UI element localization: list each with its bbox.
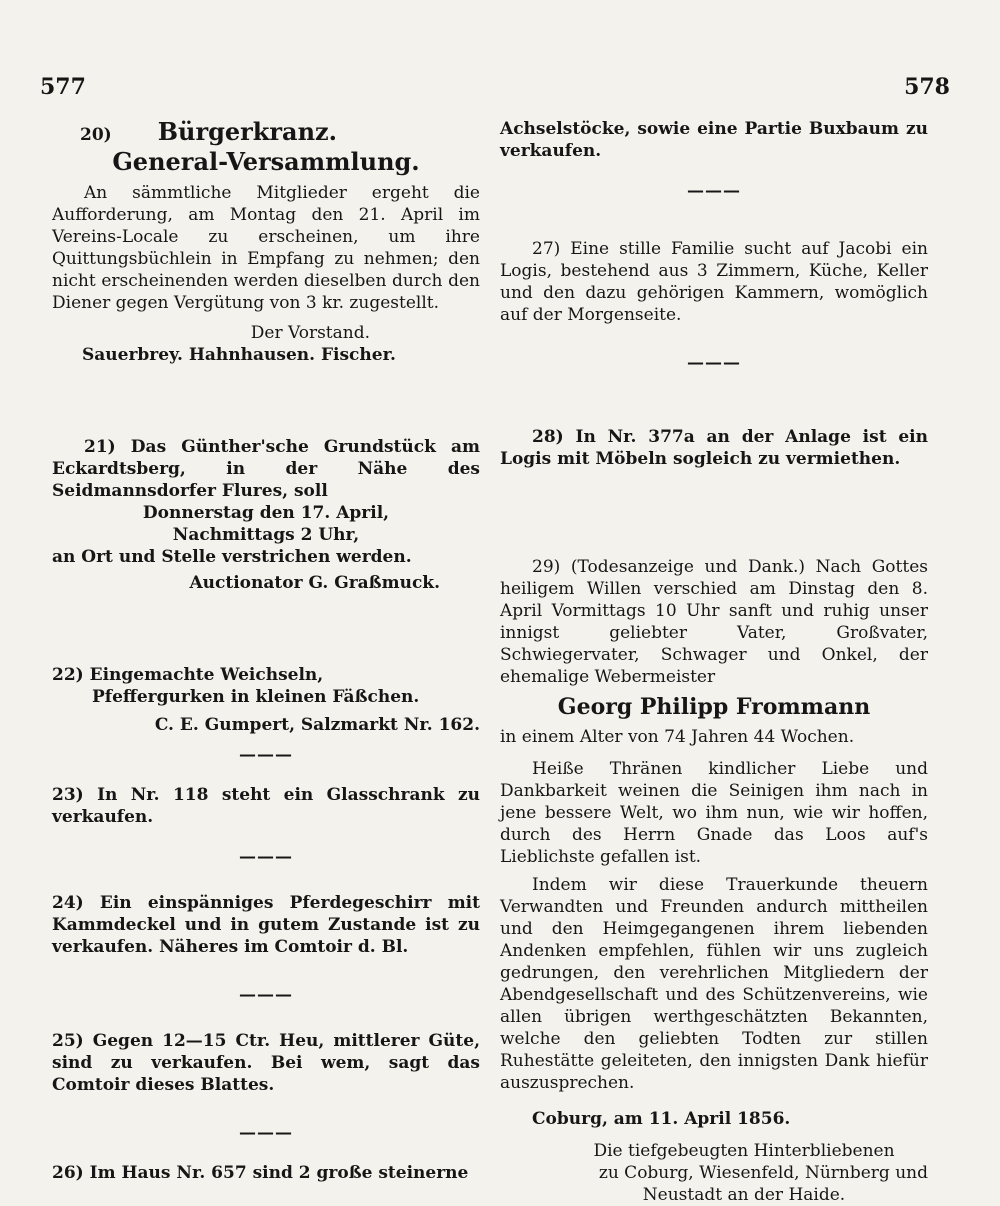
ad-signer: C. E. Gumpert, Salzmarkt Nr. 162. xyxy=(154,715,480,735)
ad-20 xyxy=(52,118,480,366)
ad-title: Bürgerkranz. xyxy=(157,117,338,146)
ad-26-continued: Achselstöcke, sowie eine Partie Buxbaum zu verkaufen. xyxy=(500,119,928,161)
ad-subtitle: General-Versammlung. xyxy=(112,147,420,176)
ad-text-end: an Ort und Stelle verstrichen werden. xyxy=(52,547,412,567)
ad-24 xyxy=(52,892,480,958)
ad-text: 23) In Nr. 118 steht ein Glasschrank zu verkaufen. xyxy=(52,785,480,827)
separator: ——— xyxy=(239,1123,293,1143)
left-column xyxy=(52,118,480,1184)
death-notice-head: 29) (Todesanzeige und Dank.) Nach Gottes heiligem Willen verschied am Dinstag den 8. April Vormittags 10 Uhr sanft und ruhig unser innigst geliebter Vater, Großvater, Schwiegervater, Schwager und Onkel, der ehemalige Webermeister xyxy=(500,557,928,687)
ad-29 xyxy=(500,556,928,1206)
separator: ——— xyxy=(239,847,293,867)
ad-23 xyxy=(52,784,480,828)
ad-time: Nachmittags 2 Uhr, xyxy=(172,525,360,545)
page-number-right: 578 xyxy=(904,74,950,100)
separator: ——— xyxy=(239,745,293,765)
closing-line-3: Neustadt an der Haide. xyxy=(642,1185,846,1205)
ad-date: Donnerstag den 17. April, xyxy=(142,503,390,523)
place-date: Coburg, am 11. April 1856. xyxy=(532,1109,791,1129)
ad-text: 25) Gegen 12—15 Ctr. Heu, mittlerer Güte, sind zu verkaufen. Bei wem, sagt das Comtoir dieses Blattes. xyxy=(52,1031,480,1095)
deceased-name: Georg Philipp Frommann xyxy=(557,694,871,720)
ad-line: Pfeffergurken in kleinen Fäßchen. xyxy=(92,687,420,707)
page-number-left: 577 xyxy=(40,74,86,100)
ad-line: 22) Eingemachte Weichseln, xyxy=(52,665,324,685)
ad-text: 24) Ein einspänniges Pferdegeschirr mit Kammdeckel und in gutem Zustande ist zu verkaufen. Näheres im Comtoir d. Bl. xyxy=(52,893,480,957)
ad-22 xyxy=(52,664,480,736)
separator: ——— xyxy=(239,985,293,1005)
death-notice-para1: Heiße Thränen kindlicher Liebe und Dankbarkeit weinen die Seinigen ihm nach in jene bessere Welt, wo ihm nun, wie wir hoffen, durch des Herrn Gnade das Loos auf's Lieblichste gefallen ist. xyxy=(500,759,928,867)
ad-body: An sämmtliche Mitglieder ergeht die Aufforderung, am Montag den 21. April im Vereins-Locale zu erscheinen, um ihre Quittungsbüchlein in Empfang zu nehmen; den nicht erscheinenden werden dieselben durch den Diener gegen Vergütung von 3 kr. zugestellt. xyxy=(52,183,480,313)
ad-names: Sauerbrey. Hahnhausen. Fischer. xyxy=(82,345,396,365)
ad-text: 26) Im Haus Nr. 657 sind 2 große steinerne xyxy=(52,1163,469,1183)
separator: ——— xyxy=(687,353,741,373)
ad-auctioneer: Auctionator G. Graßmuck. xyxy=(189,573,440,593)
ad-28: 28) In Nr. 377a an der Anlage ist ein Logis mit Möbeln sogleich zu vermiethen. xyxy=(500,427,928,469)
closing-line-2: zu Coburg, Wiesenfeld, Nürnberg und xyxy=(598,1163,928,1183)
ad-25 xyxy=(52,1030,480,1096)
ad-signer: Der Vorstand. xyxy=(250,323,370,343)
closing-line-1: Die tiefgebeugten Hinterbliebenen xyxy=(593,1141,895,1161)
ad-text: 21) Das Günther'sche Grundstück am Eckardtsberg, in der Nähe des Seidmannsdorfer Flures, soll xyxy=(52,437,480,501)
ad-21 xyxy=(52,436,480,594)
ad-26 xyxy=(52,1162,480,1184)
separator: ——— xyxy=(687,181,741,201)
ad-27: 27) Eine stille Familie sucht auf Jacobi ein Logis, bestehend aus 3 Zimmern, Küche, Keller und den dazu gehörigen Kammern, womöglich auf der Morgenseite. xyxy=(500,239,928,325)
ad-number: 20) xyxy=(80,125,112,145)
deceased-age: in einem Alter von 74 Jahren 44 Wochen. xyxy=(500,727,855,747)
death-notice-para2: Indem wir diese Trauerkunde theuern Verwandten und Freunden andurch mittheilen und den Heimgegangenen ihrem liebenden Andenken empfehlen, fühlen wir uns zugleich gedrungen, den verehrlichen Mitgliedern der Abendgesellschaft und des Schützenvereins, wie allen übrigen werthgeschätzten Bekannten, welche den geliebten Todten zur stillen Ruhestätte geleiteten, den innigsten Dank hiefür auszusprechen. xyxy=(500,875,928,1093)
right-column xyxy=(500,118,928,1206)
